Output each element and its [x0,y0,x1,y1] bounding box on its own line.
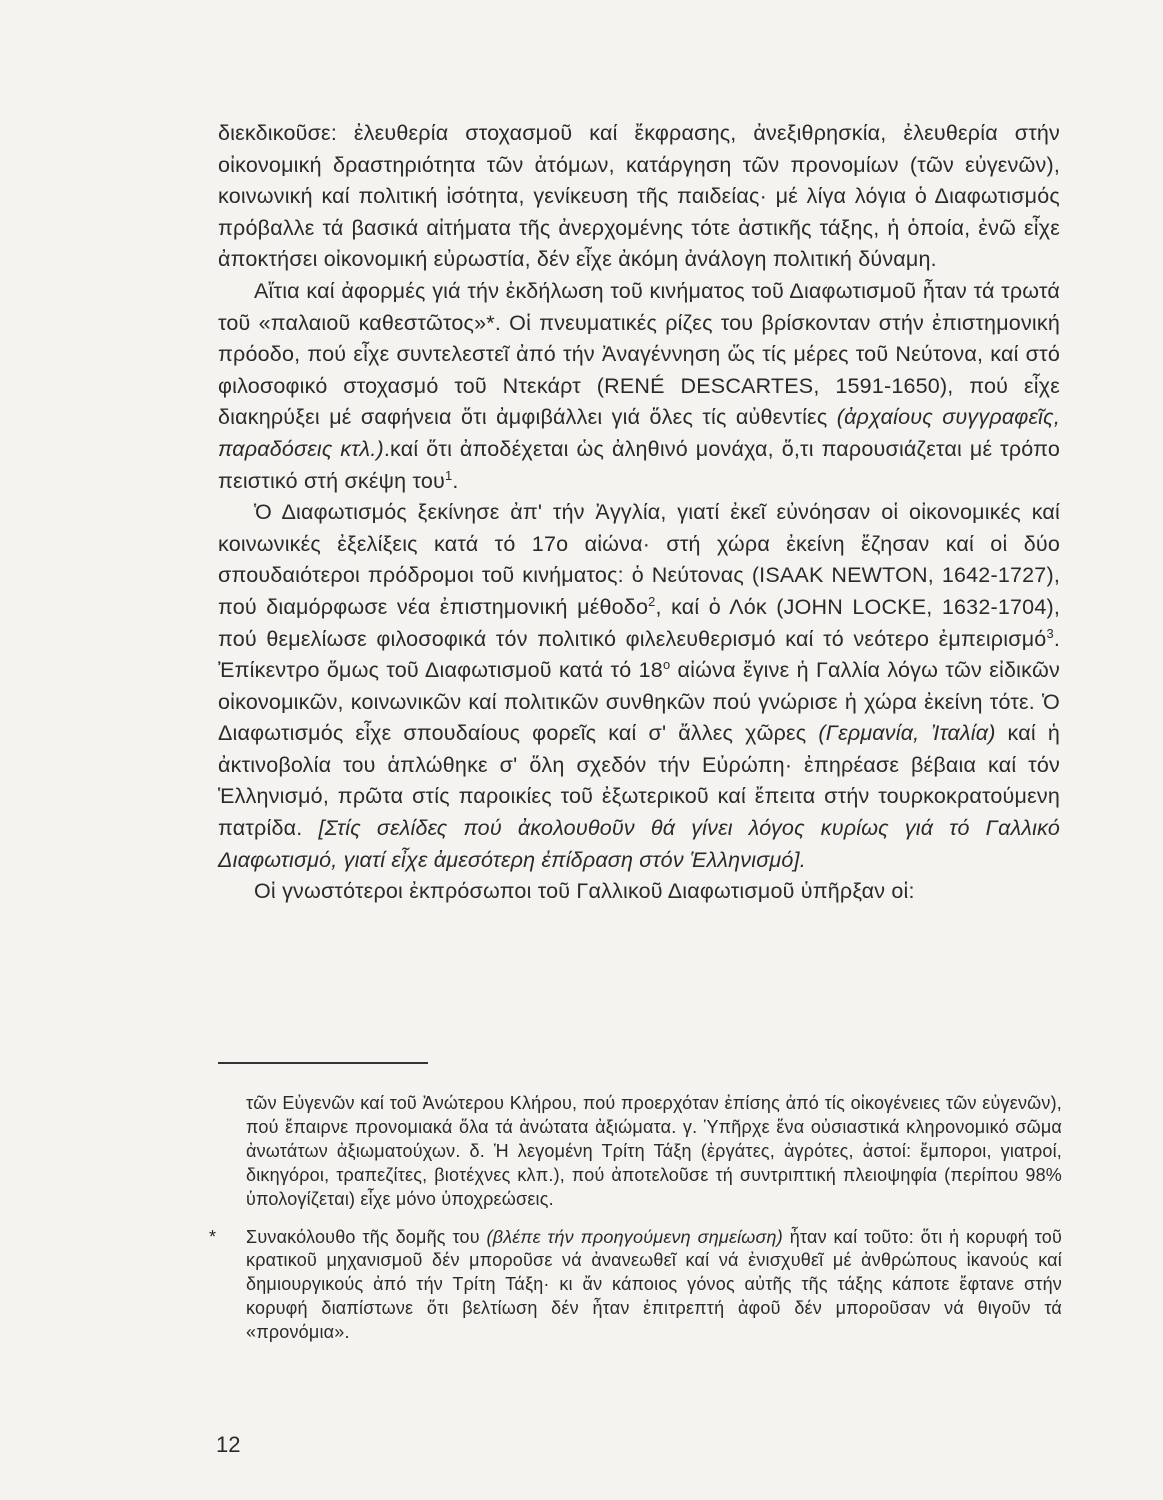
footnote-ref-1: 1 [445,467,453,483]
main-text [218,118,1060,908]
footnote-ref-2: 2 [648,593,656,609]
paragraph-2-text-d: . [452,468,459,493]
paragraph-1: διεκδικοῦσε: ἐλευθερία στοχασμοῦ καί ἔκφρασης, ἀνεξιθρησκία, ἐλευθερία στήν οἰκονομική δραστηριότητα τῶν ἀτόμων, κατάργηση τῶν προνομίων (τῶν εὐγενῶν), κοινωνική καί πολιτική ἰσότητα, γενίκευση τῆς παιδείας· μέ λίγα λόγια ὁ Διαφωτισμός πρόβαλλε τά βασικά αἰτήματα τῆς ἀνερχομένης τότε ἀστικῆς τάξης, ἡ ὁποία, ἐνῶ εἶχε ἀποκτήσει οἰκονομική εὐρωστία, δέν εἶχε ἀκόμη ἀνάλογη πολιτική δύναμη. [218,121,1060,272]
degree-superscript: ο [662,656,671,672]
paragraph-4: Οἱ γνωστότεροι ἐκπρόσωποι τοῦ Γαλλικοῦ Διαφωτισμοῦ ὑπῆρξαν οἱ: [254,879,915,904]
paragraph-2-text-c: .καί ὅτι ἀποδέχεται ὡς ἀληθινό μονάχα, ὅ,τι παρουσιάζεται μέ τρόπο πειστικό στή σκέψη του [218,436,1060,493]
paragraph-3-text-f: καί ἡ ἀκτινοβολία του ἁπλώθηκε σ' ὅλη σχεδόν τήν Εὐρώπη· ἐπηρέασε βέβαια καί τόν Ἑλληνισμό, πρῶτα στίς παροικίες τοῦ ἐξωτερικοῦ καί ἔπειτα στήν τουρκοκρατούμενη πατρίδα. [218,721,1060,841]
footnote-divider [218,1062,428,1064]
footnotes [209,1092,1063,1345]
footnote-star-text-a: Συνακόλουθο τῆς δομῆς του [246,1226,487,1247]
paragraph-3-text-b: , καί ὁ Λόκ (JOHN LOCKE, 1632-1704), πού θεμελίωσε φιλοσοφικά τόν πολιτικό φιλελευθερισμό καί τό νεότερο ἐμπειρισμό [218,594,1061,651]
paragraph-2 [218,276,1060,497]
paragraph-3-text-c: . Ἐπίκεντρο ὅμως τοῦ Διαφωτισμοῦ κατά τό 18 [218,626,1060,683]
page-number: 12 [216,1432,241,1457]
footnote-star-italic: (βλέπε τήν προηγούμενη σημείωση) [486,1226,783,1247]
paragraph-3-italic-note: [Στίς σελίδες πού ἀκολουθοῦν θά γίνει λόγος κυρίως γιά τό Γαλλικό Διαφωτισμό, γιατί εἶχε ἀμεσότερη ἐπίδραση στόν Ἑλληνισμό]. [218,816,1060,872]
paragraph-3-text-d: αἰώνα ἔγινε ἡ Γαλλία λόγω τῶν εἰδικῶν οἰκονομικῶν, κοινωνικῶν καί πολιτικῶν συνθηκῶν πού γνώρισε ἡ χώρα ἐκείνη τότε. Ὁ Διαφωτισμός εἶχε σπουδαίους φορεῖς καί σ' ἄλλες χῶρες [218,658,1060,746]
footnote-continued: τῶν Εὐγενῶν καί τοῦ Ἀνώτερου Κλήρου, πού προερχόταν ἐπίσης ἀπό τίς οἰκογένειες τῶν εὐγενῶν), πού ἔπαιρνε προνομιακά ὅλα τά ἀνώτατα ἀξιώματα. γ. Ὑπῆρχε ἕνα οὐσιαστικά κληρονομικό σῶμα ἀνωτάτων ἀξιωματούχων. δ. Ἡ λεγομένη Τρίτη Τάξη (ἐργάτες, ἀγρότες, ἀστοί: ἔμποροι, γιατροί, δικηγόροι, τραπεζίτες, βιοτέχνες κλπ.), πού ἀποτελοῦσε τή συντριπτική πλειοψηφία (περίπου 98% ὑπολογίζεται) εἶχε μόνο ὑποχρεώσεις. [246,1093,1062,1209]
paragraph-2-text-a: Αἴτια καί ἀφορμές γιά τήν ἐκδήλωση τοῦ κινήματος τοῦ Διαφωτισμοῦ ἦταν τά τρωτά τοῦ «παλαιοῦ καθεστῶτος»*. Οἱ πνευματικές ρίζες του βρίσκονταν στήν ἐπιστημονική πρόοδο, πού εἶχε συντελεστεῖ ἀπό τήν Ἀναγέννηση ὥς τίς μέρες τοῦ Νεύτονα, καί στό φιλοσοφικό στοχασμό τοῦ Ντεκάρτ (RENÉ DESCARTES, 1591-1650), πού εἶχε διακηρύξει μέ σαφήνεια ὅτι ἀμφιβάλλει γιά ὅλες τίς αὐθεντίες [218,278,1060,430]
footnote-star-text-c: ἦταν καί τοῦτο: ὅτι ἡ κορυφή τοῦ κρατικοῦ μηχανισμοῦ δέν μποροῦσε νά ἀνανεωθεῖ καί νά ἐνισχυθεῖ μέ ἀνθρώπους ἱκανούς καί δημιουργικούς ἀπό τήν Τρίτη Τάξη· κι ἄν κάποιος γόνος αὐτῆς τῆς τάξης κάποτε ἔφτανε στήν κορυφή διαπίστωνε ὅτι βελτίωση δέν ἦταν ἐπιτρεπτή ἀφοῦ δέν μποροῦσαν νά θιγοῦν τά «προνόμια». [246,1226,1063,1343]
footnote-star [209,1226,1063,1346]
footnote-star-mark: * [209,1226,217,1247]
paragraph-3 [218,497,1060,876]
paragraph-3-text-a: Ὁ Διαφωτισμός ξεκίνησε ἀπ' τήν Ἀγγλία, γιατί ἐκεῖ εὐνόησαν οἱ οἰκονομικές καί κοινωνικές ἐξελίξεις κατά τό 17ο αἰώνα· στή χώρα ἐκείνη ἔζησαν καί οἱ δύο σπουδαιότεροι πρόδρομοι τοῦ κινήματος: ὁ Νεύτονας (ISAAK NEWTON, 1642-1727), πού διαμόρφωσε νέα ἐπιστημονική μέθοδο [218,500,1060,619]
paragraph-2-italic: (ἀρχαίους συγγραφεῖς, παραδόσεις κτλ.) [218,405,1060,461]
footnote-ref-3: 3 [1046,625,1054,641]
paragraph-3-italic-countries: (Γερμανία, Ἰταλία) [818,721,996,746]
